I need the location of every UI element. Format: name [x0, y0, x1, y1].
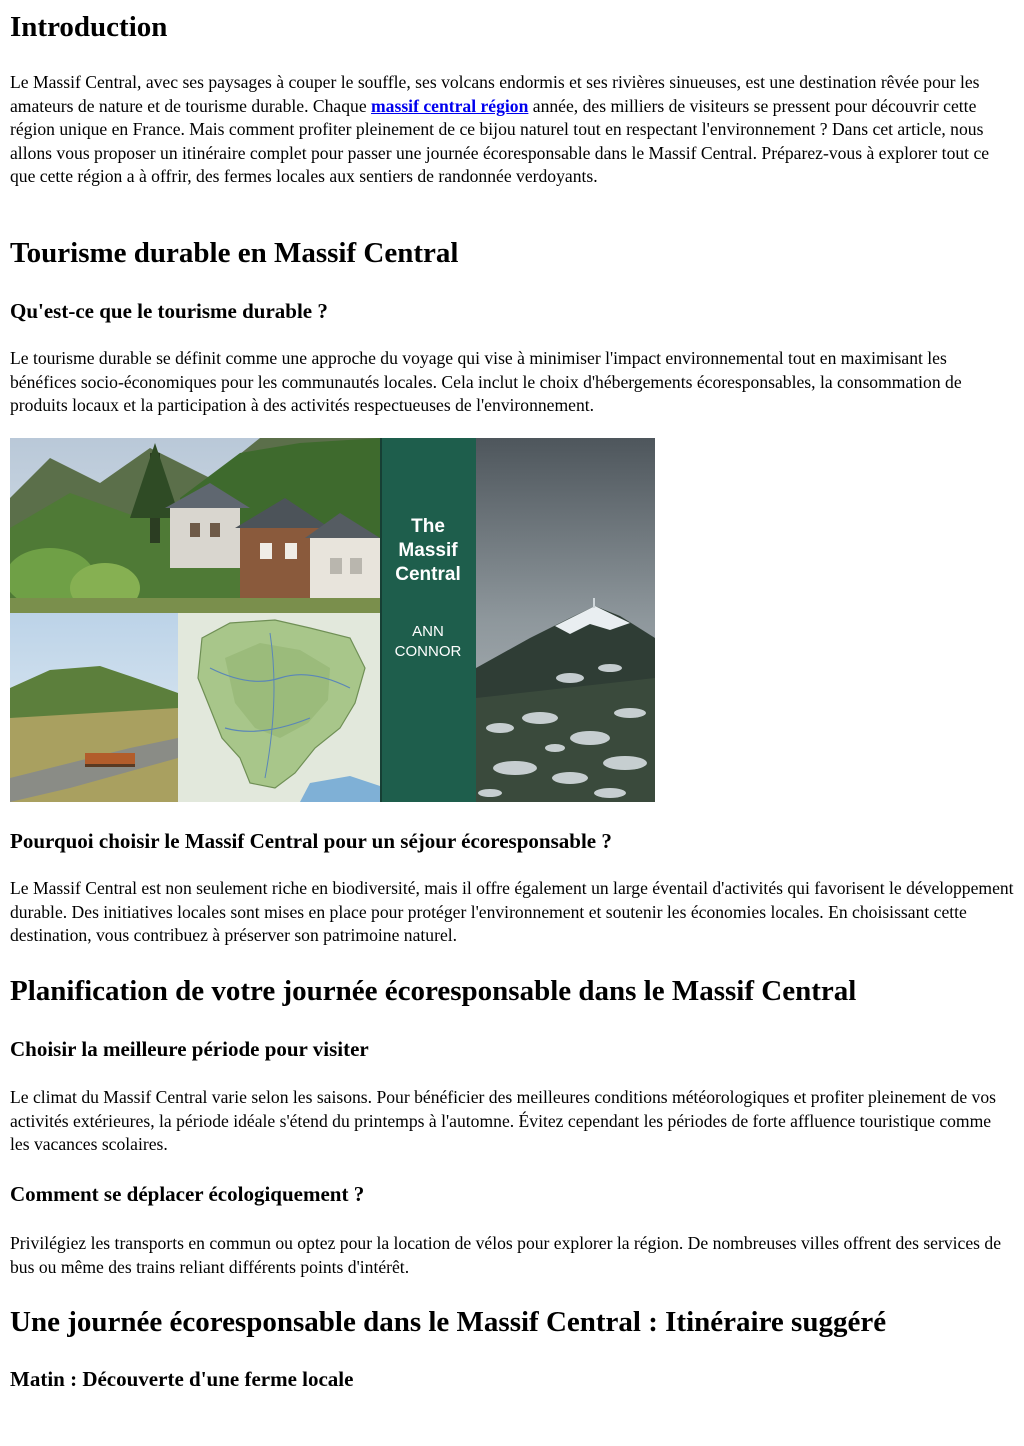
heading-ecological-transport: Comment se déplacer écologiquement ? [10, 1182, 365, 1206]
intro-text-before: Le Massif Central, avec ses paysages à couper le souffle, ses volcans endormis et ses rivières sinueuses, est une destination rêvée pour les amateurs de nature et de tourisme durable. Chaque [10, 72, 980, 116]
book-cover-title-block [380, 438, 476, 802]
heading-why-massif-central: Pourquoi choisir le Massif Central pour un séjour écoresponsable ? [10, 829, 612, 853]
book-author-line-1: ANN [412, 623, 444, 640]
heading-best-period: Choisir la meilleure période pour visiter [10, 1037, 369, 1061]
village-photo [10, 438, 380, 613]
massif-central-book-cover-image [10, 438, 655, 802]
why-paragraph: Le Massif Central est non seulement riche en biodiversité, mais il offre également un large éventail d'activités qui favorisent le développement durable. Des initiatives locales sont mises en place pour protéger l'environnement et soutenir les économies locales. En choisissant cette destination, vous contribuez à préserver son patrimoine naturel. [10, 878, 1014, 945]
book-title-line-3: Central [395, 564, 461, 585]
what-is-paragraph: Le tourisme durable se définit comme une approche du voyage qui vise à minimiser l'impact environnemental tout en maximisant les bénéfices socio-économiques pour les communautés locales. Cela inclut le choix d'hébergements écoresponsables, la consommation de produits locaux et la participation à des activités respectueuses de l'environnement. [10, 348, 962, 415]
book-author-line-2: CONNOR [394, 643, 462, 660]
intro-text-after: année, des milliers de visiteurs se pressent pour découvrir cette région unique en France. Mais comment profiter pleinement de ce bijou naturel tout en respectant l'environnement ? Dans cet article, nous allons vous proposer un itinéraire complet pour passer une journée écoresponsable dans le Massif Central. Préparez-vous à explorer tout ce que cette région a à offrir, des fermes locales aux sentiers de randonnée verdoyants. [10, 95, 990, 186]
volcano-road-photo [10, 613, 178, 802]
snowy-volcano-photo [476, 438, 655, 802]
massif-central-region-link[interactable]: massif central région [371, 95, 529, 116]
period-paragraph: Le climat du Massif Central varie selon les saisons. Pour bénéficier des meilleures conditions météorologiques et profiter pleinement de vos activités extérieures, la période idéale s'étend du printemps à l'automne. Évitez cependant les périodes de forte affluence touristique comme les vacances scolaires. [10, 1087, 996, 1154]
heading-morning-farm: Matin : Découverte d'une ferme locale [10, 1367, 354, 1391]
intro-paragraph [10, 71, 1014, 189]
transport-paragraph: Privilégiez les transports en commun ou optez pour la location de vélos pour explorer la région. De nombreuses villes offrent des services de bus ou même des trains reliant différents points d'intérêt. [10, 1233, 1001, 1277]
heading-planification: Planification de votre journée écoresponsable dans le Massif Central [10, 975, 857, 1007]
massif-central-map [178, 613, 380, 802]
heading-tourisme-durable: Tourisme durable en Massif Central [10, 237, 459, 269]
heading-itinerary: Une journée écoresponsable dans le Massif Central : Itinéraire suggéré [10, 1306, 887, 1338]
book-title-line-1: The [411, 516, 445, 537]
book-title-line-2: Massif [398, 540, 458, 561]
heading-what-is-sustainable-tourism: Qu'est-ce que le tourisme durable ? [10, 299, 328, 323]
heading-introduction: Introduction [10, 11, 168, 43]
